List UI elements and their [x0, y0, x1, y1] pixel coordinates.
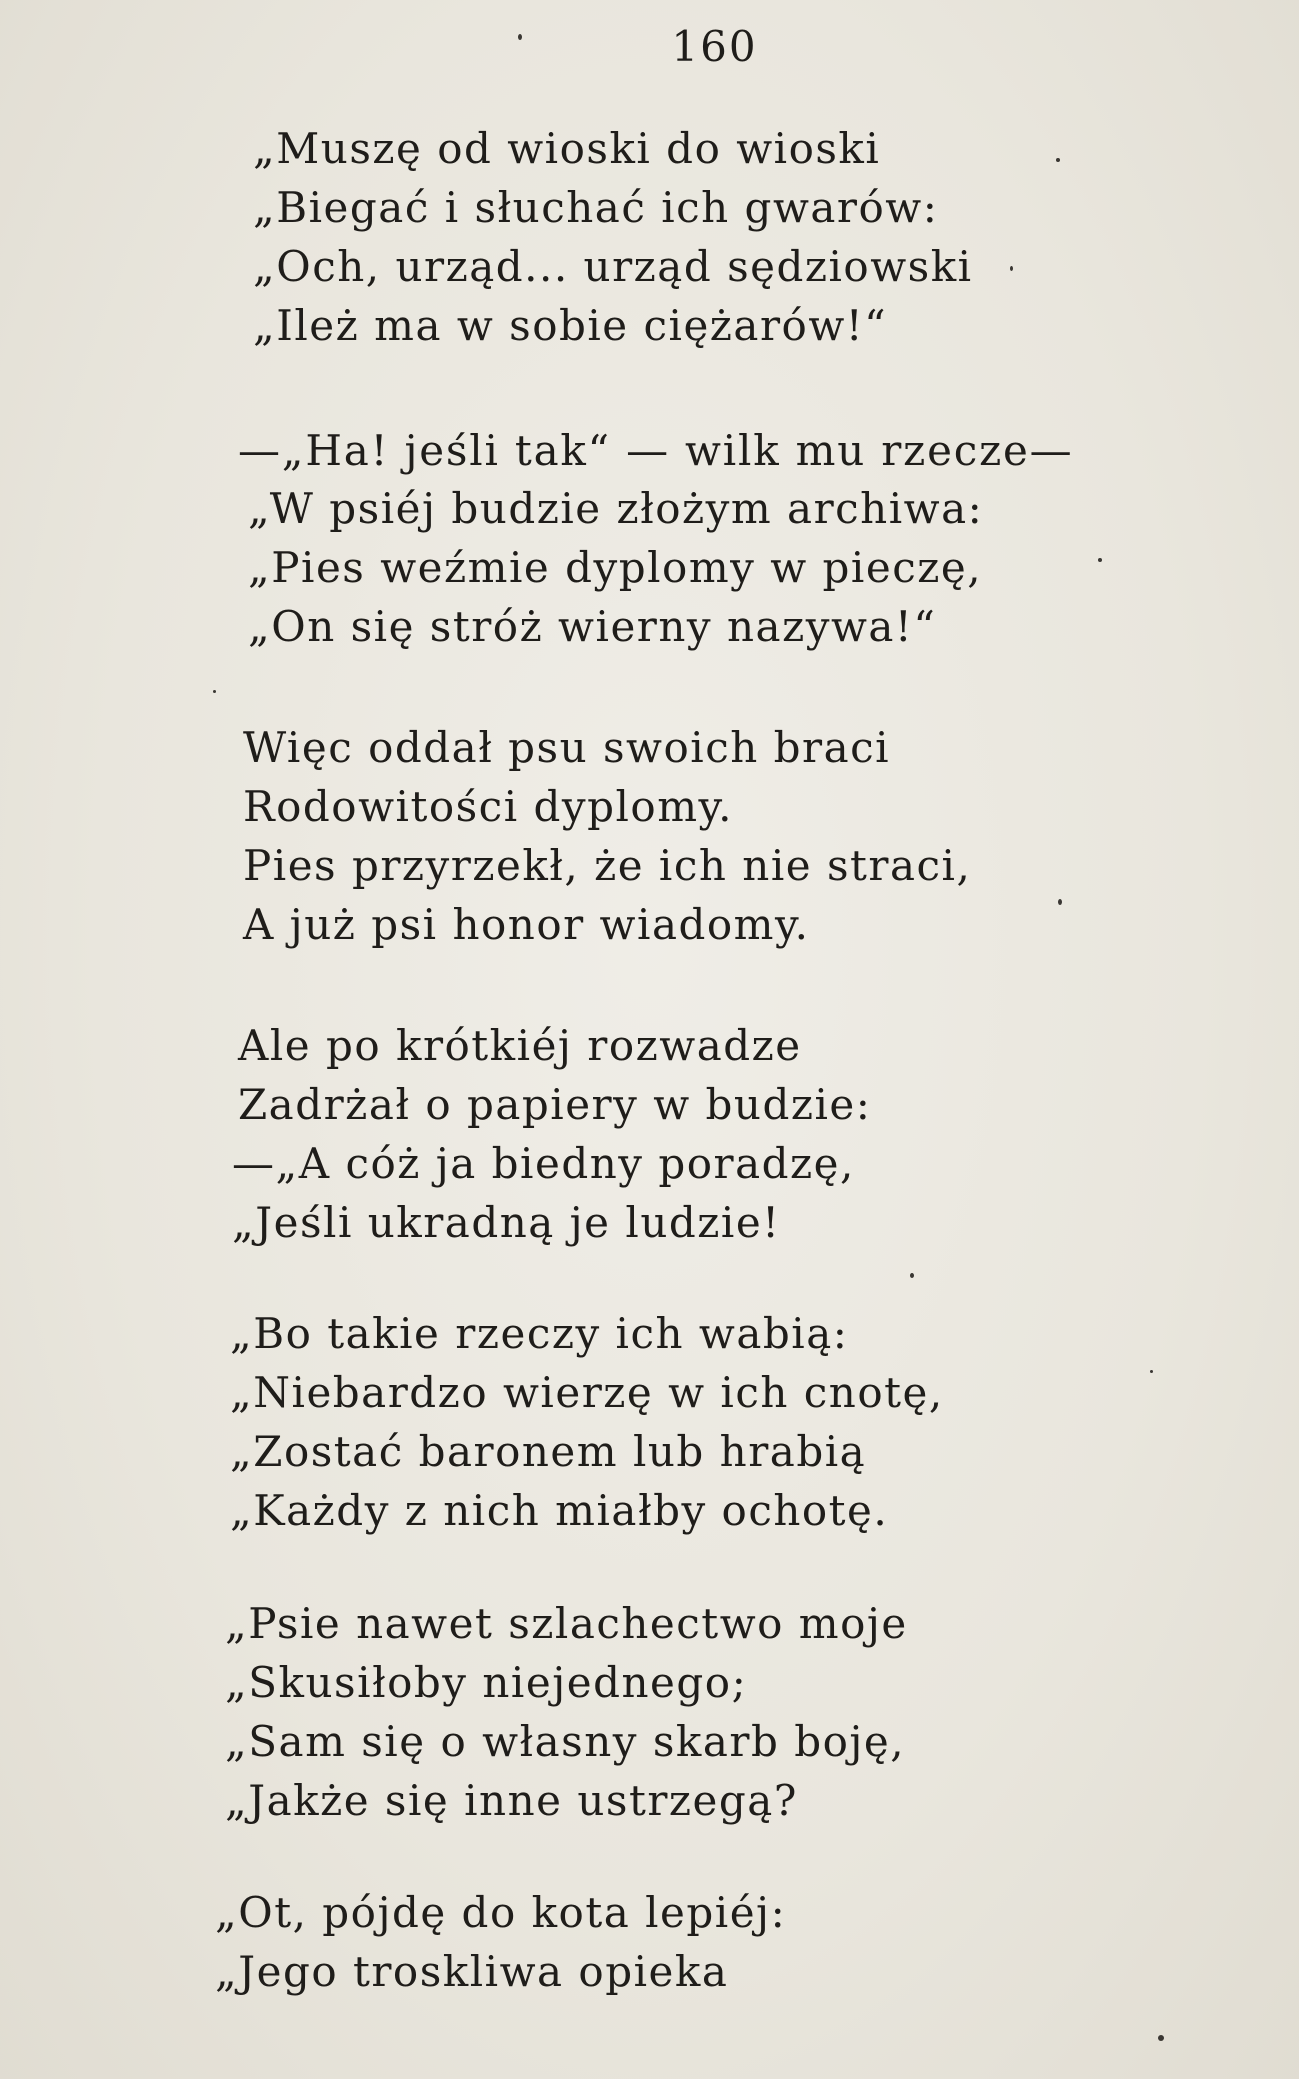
verse-line: —„A cóż ja biedny poradzę,	[232, 1139, 855, 1188]
scan-speck	[1056, 158, 1060, 162]
verse-line: „Skusiłoby niejednego;	[225, 1658, 748, 1707]
scan-speck	[1150, 1370, 1153, 1373]
scan-speck	[1098, 558, 1102, 562]
verse-line: Zadrżał o papiery w budzie:	[238, 1080, 872, 1129]
scan-speck	[1058, 899, 1062, 905]
verse-line: „W psiéj budzie złożym archiwa:	[248, 484, 984, 533]
verse-line: —„Ha! jeśli tak“ — wilk mu rzecze—	[238, 426, 1074, 475]
verse-line: „Jakże się inne ustrzegą?	[225, 1776, 798, 1825]
verse-line: „Niebardzo wierzę w ich cnotę,	[230, 1368, 944, 1417]
verse-line: „Sam się o własny skarb boję,	[225, 1717, 906, 1766]
scan-speck	[1158, 2035, 1164, 2041]
verse-line: „Psie nawet szlachectwo moje	[225, 1599, 908, 1648]
verse-line: „Muszę od wioski do wioski	[253, 124, 881, 173]
verse-line: „Zostać baronem lub hrabią	[230, 1427, 867, 1476]
scan-speck	[910, 1273, 914, 1278]
verse-line: Pies przyrzekł, że ich nie straci,	[243, 841, 972, 890]
verse-line: „Biegać i słuchać ich gwarów:	[253, 183, 939, 232]
scan-speck	[213, 690, 216, 693]
verse-line: „Jeśli ukradną je ludzie!	[232, 1198, 781, 1247]
verse-line: „Jego troskliwa opieka	[215, 1947, 729, 1996]
verse-line: „Ot, pójdę do kota lepiéj:	[215, 1888, 787, 1937]
verse-line: „Och, urząd... urząd sędziowski	[253, 242, 973, 291]
verse-line: „On się stróż wierny nazywa!“	[248, 602, 937, 651]
scan-speck	[518, 34, 522, 40]
verse-line: „Bo takie rzeczy ich wabią:	[230, 1309, 849, 1358]
verse-line: A już psi honor wiadomy.	[243, 900, 810, 949]
verse-line: „Każdy z nich miałby ochotę.	[230, 1486, 889, 1535]
verse-line: Więc oddał psu swoich braci	[243, 723, 891, 772]
scan-speck	[1010, 266, 1013, 271]
verse-line: „Pies weźmie dyplomy w pieczę,	[248, 543, 983, 592]
page-number: 160	[671, 22, 758, 71]
verse-line: „Ileż ma w sobie ciężarów!“	[253, 301, 888, 350]
verse-line: Ale po krótkiéj rozwadze	[238, 1021, 802, 1070]
verse-line: Rodowitości dyplomy.	[243, 782, 734, 831]
